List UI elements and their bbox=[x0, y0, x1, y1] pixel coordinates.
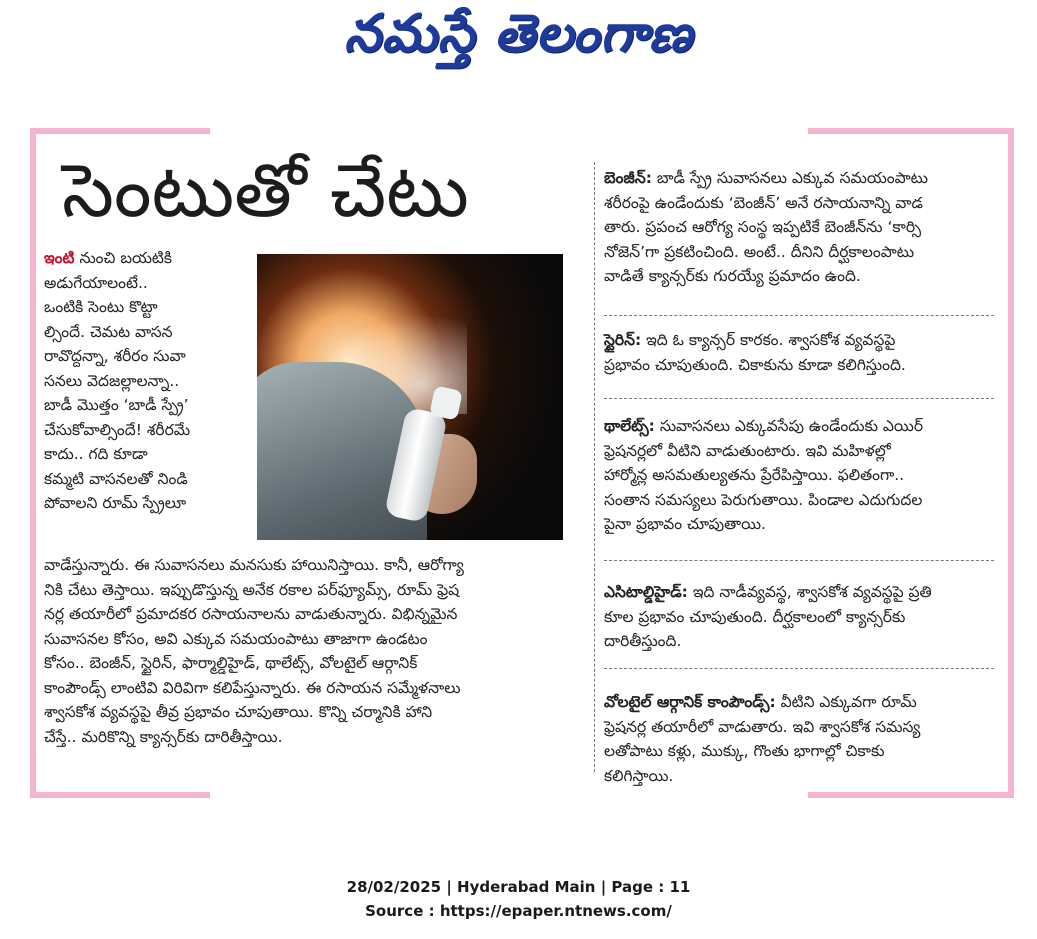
column-divider bbox=[594, 162, 595, 772]
left-line: సనలు వెదజల్లాలన్నా.. bbox=[44, 371, 180, 390]
left-line: కమ్మటి వాసనలతో నిండి bbox=[44, 469, 188, 488]
section-line: వాడితే క్యాన్సర్‌కు గురయ్యే ప్రమాదం ఉంది. bbox=[604, 267, 861, 285]
footer-date-line: 28/02/2025 | Hyderabad Main | Page : 11 bbox=[346, 878, 691, 896]
frame-left bbox=[30, 128, 36, 798]
section-divider bbox=[604, 668, 994, 669]
section-styrene bbox=[604, 328, 994, 377]
section-line: దారితీస్తుంది. bbox=[604, 632, 682, 650]
section-line: వోలటైల్ ఆర్గానిక్ కాంపౌండ్స్: వీటిని ఎక్కువగా రూమ్ bbox=[604, 693, 917, 711]
section-benzene bbox=[604, 166, 994, 289]
left-line: ల్సిందే. చెమట వాసన bbox=[44, 322, 173, 341]
spray-cap bbox=[429, 385, 463, 420]
left-line: కాంపౌండ్స్ లాంటివి విరివిగా కలిపేస్తున్నారు. ఈ రసాయన సమ్మేళనాలు bbox=[44, 678, 461, 697]
section-term: బెంజీన్: bbox=[604, 169, 652, 187]
section-term: వోలటైల్ ఆర్గానిక్ కాంపౌండ్స్: bbox=[604, 693, 776, 711]
section-divider bbox=[604, 560, 994, 561]
section-line: స్టైరిన్: ఇది ఓ క్యాన్సర్ కారకం. శ్వాసకోశ వ్యవస్థపై bbox=[604, 331, 896, 349]
section-line: కూల ప్రభావం చూపుతుంది. దీర్ఘకాలంలో క్యాన్సర్‌కు bbox=[604, 607, 906, 626]
section-line: లతోపాటు కళ్లు, ముక్కు, గొంతు భాగాల్లో చికాకు bbox=[604, 742, 885, 760]
left-line: రావొద్దన్నా, శరీరం సువా bbox=[44, 347, 186, 365]
section-line: తారు. ప్రపంచ ఆరోగ్య సంస్థ ఇప్పటికే బెంజీన్‌ను ‘కార్సి bbox=[604, 218, 922, 236]
left-column-narrow bbox=[44, 246, 254, 516]
left-line: ఇంటి నుంచి బయటికి bbox=[44, 249, 172, 267]
section-voc bbox=[604, 690, 994, 788]
section-line: ఫ్రెషనర్ల తయారీలో వాడుతారు. ఇవి శ్వాసకోశ సమస్య bbox=[604, 717, 921, 736]
frame-bottom-right bbox=[808, 792, 1014, 798]
left-line: వాడేస్తున్నారు. ఈ సువాసనలు మనసుకు హాయినిస్తాయి. కానీ, ఆరోగ్యా bbox=[44, 556, 464, 574]
section-line: ఎసిటాల్డిహైడ్: ఇది నాడీవ్యవస్థ, శ్వాసకోశ వ్యవస్థపై ప్రతి bbox=[604, 583, 932, 601]
frame-top-right bbox=[808, 128, 1014, 134]
headline: సెంటుతో చేటు bbox=[62, 148, 469, 234]
section-line: ప్రభావం చూపుతుంది. చికాకును కూడా కలిగిస్తుంది. bbox=[604, 355, 906, 374]
left-column-wide bbox=[44, 553, 584, 749]
section-term: స్టైరిన్: bbox=[604, 331, 642, 349]
frame-right bbox=[1008, 128, 1014, 798]
section-acetaldehyde bbox=[604, 580, 994, 654]
section-line: కలిగిస్తాయి. bbox=[604, 766, 674, 785]
article bbox=[44, 142, 996, 785]
left-line: సువాసనల కోసం, అవి ఎక్కువ సమయంపాటు తాజాగా ఉండటం bbox=[44, 629, 428, 648]
left-line: ఒంటికి సెంటు కొట్టా bbox=[44, 298, 158, 316]
frame-top-left bbox=[30, 128, 210, 134]
section-line: శరీరంపై ఉండేందుకు ‘బెంజీన్’ అనే రసాయనాన్ని వాడ bbox=[604, 193, 923, 212]
section-divider bbox=[604, 315, 994, 316]
left-line: చేసుకోవాల్సిందే! శరీరమే bbox=[44, 420, 191, 439]
section-term: థాలేట్స్: bbox=[604, 417, 655, 435]
section-term: ఎసిటాల్డిహైడ్: bbox=[604, 583, 688, 601]
left-line: అడుగేయాలంటే.. bbox=[44, 273, 148, 292]
section-line: హార్మోన్ల అసమతుల్యతను ప్రేరేపిస్తాయి. ఫలితంగా.. bbox=[604, 466, 905, 484]
lead-word: ఇంటి bbox=[44, 249, 75, 267]
section-phthalates bbox=[604, 414, 994, 537]
left-line: నర్ల తయారీలో ప్రమాదకర రసాయనాలను వాడుతున్నారు. విభిన్నమైన bbox=[44, 605, 458, 623]
section-divider bbox=[604, 398, 994, 399]
frame-bottom-left bbox=[30, 792, 210, 798]
section-line: పైనా ప్రభావం చూపుతాయి. bbox=[604, 515, 766, 533]
article-photo bbox=[257, 254, 563, 540]
left-line: చేస్తే.. మరికొన్ని క్యాన్సర్‌కు దారితీస్తాయి. bbox=[44, 727, 283, 746]
left-line: నికి చేటు తెస్తాయి. ఇప్పుడొస్తున్న అనేక రకాల పర్‌ఫ్యూమ్స్, రూమ్ ఫ్రెష bbox=[44, 580, 460, 599]
section-line: బెంజీన్: బాడీ స్ప్రే సువాసనలు ఎక్కువ సమయంపాటు bbox=[604, 169, 928, 187]
section-line: నోజెన్’గా ప్రకటించింది. అంటే.. దీనిని దీర్ఘకాలంపాటు bbox=[604, 242, 915, 261]
section-line: ఫ్రెషనర్లలో వీటిని వాడుతుంటారు. ఇవి మహిళల్లో bbox=[604, 441, 891, 460]
left-line: శ్వాసకోశ వ్యవస్థపై తీవ్ర ప్రభావం చూపుతాయి. కొన్ని చర్మానికి హాని bbox=[44, 703, 433, 721]
left-line: బాడీ మొత్తం ‘బాడీ స్ప్రే’ bbox=[44, 396, 189, 414]
footer-source-line: Source : https://epaper.ntnews.com/ bbox=[365, 902, 672, 920]
left-line: కాదు.. గది కూడా bbox=[44, 445, 148, 463]
left-line: పోవాలని రూమ్ స్ప్రేలూ bbox=[44, 494, 187, 512]
masthead-logo: నమస్తే తెలంగాణ bbox=[344, 4, 693, 64]
left-line: కోసం.. బెంజీన్, స్టైరిన్, ఫార్మాల్డిహైడ్, థాలేట్స్, వోలటైల్ ఆర్గానిక్ bbox=[44, 654, 418, 672]
section-line: సంతాన సమస్యలు పెరుగుతాయి. పిండాల ఎదుగుదల bbox=[604, 490, 923, 509]
section-line: థాలేట్స్: సువాసనలు ఎక్కువసేపు ఉండేందుకు ఎయిర్ bbox=[604, 417, 924, 435]
